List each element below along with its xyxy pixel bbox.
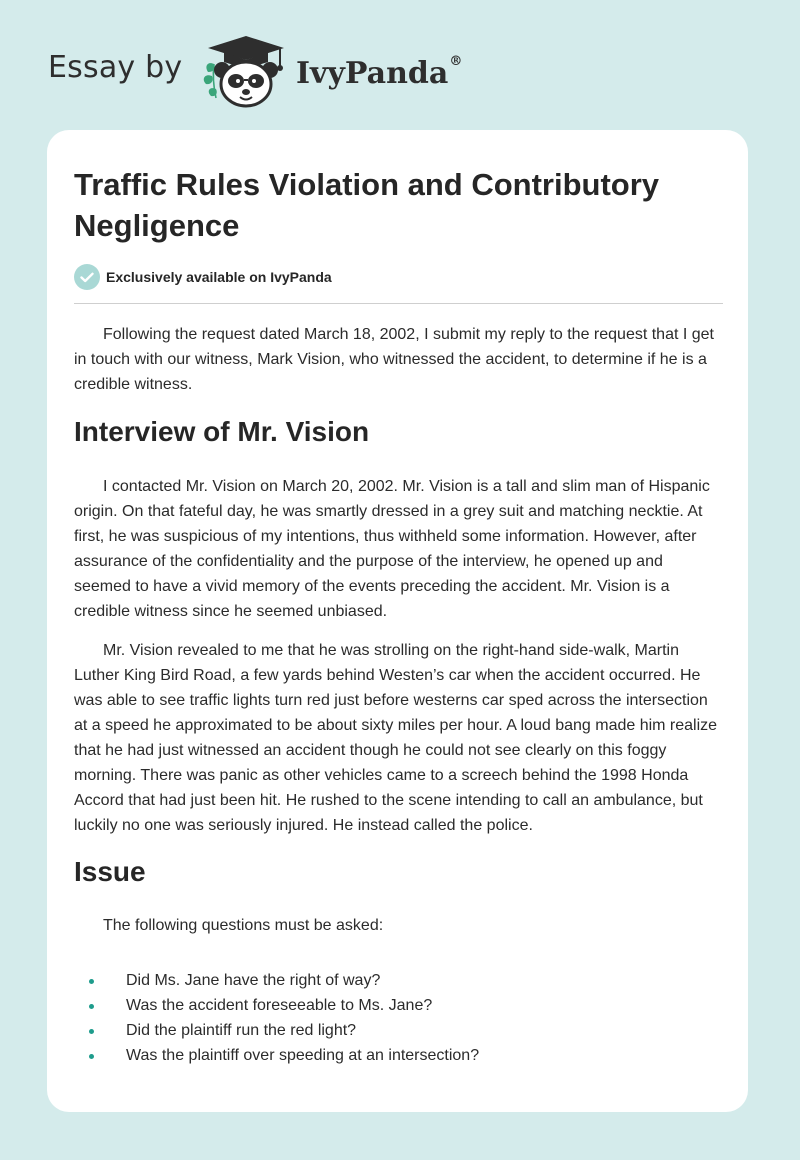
essay-body (74, 322, 724, 1068)
bullet-icon (89, 1054, 94, 1059)
section-heading-interview: Interview of Mr. Vision (74, 416, 370, 447)
essay-by-label: Essay by (48, 50, 183, 85)
list-item (74, 968, 724, 993)
badge-label: Exclusively available on IvyPanda (106, 269, 332, 285)
brand-name[interactable] (296, 56, 462, 91)
question-text: Did Ms. Jane have the right of way? (126, 972, 381, 989)
registered-mark: ® (449, 54, 463, 69)
list-item (74, 1018, 724, 1043)
bullet-icon (89, 1004, 94, 1009)
bullet-icon (89, 979, 94, 984)
question-text: Did the plaintiff run the red light? (126, 1022, 357, 1039)
interview-paragraph-1: I contacted Mr. Vision on March 20, 2002. Mr. Vision is a tall and slim man of Hispanic origin. On that fateful day, he was smartly dressed in a grey suit and matching necktie. At first, he was suspicious of my intentions, thus withheld some information. However, after assurance of the confidentiality and the purpose of the interview, he opened up and seemed to have a vivid memory of the events preceding the accident. Mr. Vision is a credible witness since he seemed unbiased. (74, 478, 710, 620)
exclusive-badge (74, 264, 332, 290)
issue-intro-paragraph: The following questions must be asked: (103, 917, 384, 934)
bullet-icon (89, 1029, 94, 1034)
questions-list (74, 968, 724, 1068)
question-text: Was the plaintiff over speeding at an intersection? (126, 1047, 480, 1064)
site-header (0, 0, 800, 130)
divider (74, 303, 723, 304)
question-text: Was the accident foreseeable to Ms. Jane? (126, 997, 433, 1014)
list-item (74, 1043, 724, 1068)
section-heading-issue: Issue (74, 856, 146, 887)
list-item (74, 993, 724, 1018)
panda-logo-icon[interactable] (200, 34, 292, 110)
check-circle-icon (74, 264, 100, 290)
page-title: Traffic Rules Violation and Contributory Negligence (74, 167, 660, 243)
interview-paragraph-2: Mr. Vision revealed to me that he was strolling on the right-hand side-walk, Martin Luther King Bird Road, a few yards behind Westen’s car when the accident occurred. He was able to see traffic lights turn red just before westerns car sped across the intersection at a speed he approximated to be about sixty miles per hour. A loud bang made him realize that he had just witnessed an accident though he could not see clearly on this foggy morning. There was panic as other vehicles came to a screech behind the 1998 Honda Accord that had just been hit. He rushed to the scene intending to call an ambulance, but luckily no one was seriously injured. He instead called the police. (74, 642, 718, 834)
brand-label: IvyPanda (296, 56, 449, 91)
essay-card (47, 130, 748, 1112)
intro-paragraph: Following the request dated March 18, 2002, I submit my reply to the request that I get in touch with our witness, Mark Vision, who witnessed the accident, to determine if he is a credible witness. (74, 326, 714, 393)
checkmark-icon (80, 272, 94, 283)
